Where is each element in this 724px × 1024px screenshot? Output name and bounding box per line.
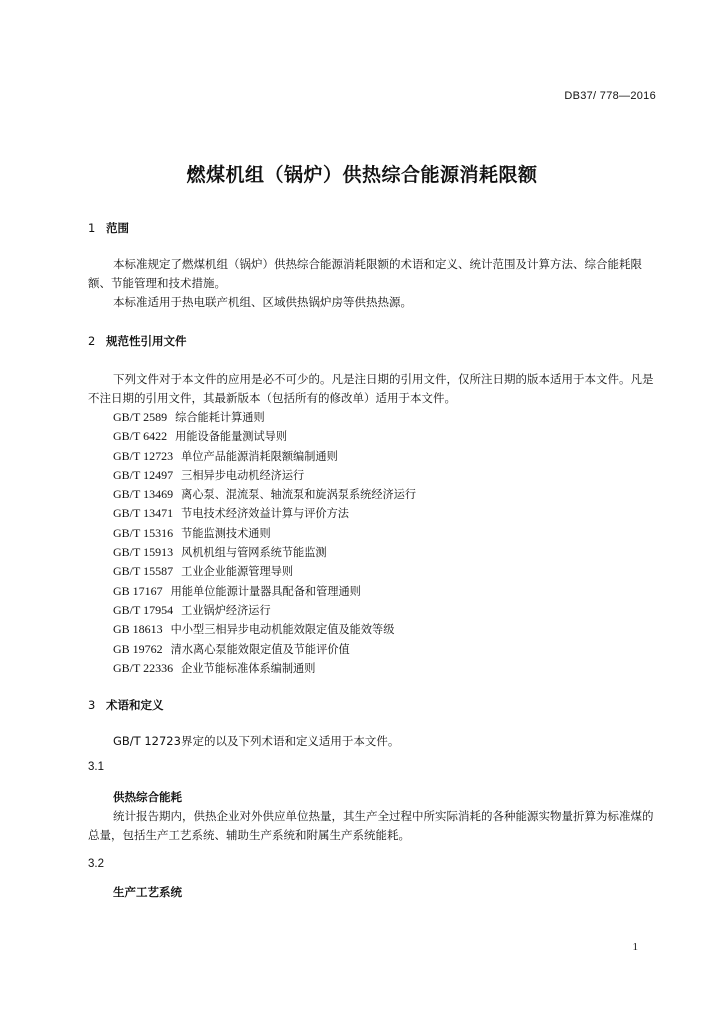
subsection-3-2-number: 3.2 <box>88 858 104 870</box>
reference-code: GB/T 15913 <box>113 545 174 560</box>
reference-item <box>113 409 416 428</box>
page-number: 1 <box>632 941 638 953</box>
reference-item <box>113 563 416 582</box>
section-1-heading <box>88 220 129 236</box>
reference-code: GB 18613 <box>113 622 163 637</box>
document-code: DB37/ 778—2016 <box>564 90 656 102</box>
section-3-intro: GB/T 12723界定的以及下列术语和定义适用于本文件。 <box>113 734 400 748</box>
section-title: 规范性引用文件 <box>106 334 187 348</box>
reference-code: GB/T 6422 <box>113 429 168 444</box>
reference-name: 离心泵、混流泵、轴流泵和旋涡泵系统经济运行 <box>181 488 417 502</box>
reference-code: GB/T 15316 <box>113 525 174 540</box>
reference-name: 综合能耗计算通则 <box>175 411 265 424</box>
reference-code: GB/T 12497 <box>113 467 174 482</box>
reference-code: GB 17167 <box>113 583 163 598</box>
reference-item <box>113 525 416 544</box>
reference-name: 中小型三相异步电动机能效限定值及能效等级 <box>170 623 395 637</box>
reference-name: 节电技术经济效益计算与评价方法 <box>181 507 349 521</box>
section-1-paragraph-1: 本标准规定了燃煤机组（锅炉）供热综合能源消耗限额的术语和定义、统计范围及计算方法、综合能耗限额、节能管理和技术措施。 <box>88 257 642 290</box>
reference-item <box>113 505 416 524</box>
reference-code: GB 19762 <box>113 641 163 656</box>
reference-name: 用能单位能源计量器具配备和管理通则 <box>170 584 361 598</box>
reference-name: 工业锅炉经济运行 <box>181 603 271 617</box>
term-3-1-definition: 统计报告期内，供热企业对外供应单位热量，其生产全过程中所实际消耗的各种能源实物量折算为标准煤的总量，包括生产工艺系统、辅助生产系统和附属生产系统能耗。 <box>88 809 654 842</box>
section-title: 术语和定义 <box>106 698 164 712</box>
section-number: 2 <box>88 334 96 348</box>
section-title: 范围 <box>106 221 129 235</box>
reference-name: 节能监测技术通则 <box>181 526 271 540</box>
reference-code: GB/T 13469 <box>113 487 174 502</box>
reference-item <box>113 448 416 467</box>
subsection-3-1-number: 3.1 <box>88 761 104 773</box>
reference-item <box>113 621 416 640</box>
reference-item <box>113 641 416 660</box>
reference-name: 风机机组与管网系统节能监测 <box>181 546 327 560</box>
reference-name: 单位产品能源消耗限额编制通则 <box>181 449 338 463</box>
reference-code: GB/T 13471 <box>113 506 174 521</box>
section-2-intro: 下列文件对于本文件的应用是必不可少的。凡是注日期的引用文件，仅所注日期的版本适用于本文件。凡是不注日期的引用文件，其最新版本（包括所有的修改单）适用于本文件。 <box>88 372 654 405</box>
section-1-paragraph-2: 本标准适用于热电联产机组、区域供热锅炉房等供热热源。 <box>113 295 412 309</box>
normative-references-list <box>113 409 416 679</box>
reference-item <box>113 660 416 679</box>
section-number: 3 <box>88 698 96 712</box>
reference-name: 清水离心泵能效限定值及节能评价值 <box>170 642 350 656</box>
term-3-1: 供热综合能耗 <box>113 790 182 804</box>
section-number: 1 <box>88 221 96 235</box>
reference-name: 用能设备能量测试导则 <box>175 430 288 444</box>
reference-name: 工业企业能源管理导则 <box>181 565 294 579</box>
reference-name: 三相异步电动机经济运行 <box>181 468 305 482</box>
reference-name: 企业节能标准体系编制通则 <box>181 661 316 675</box>
reference-item <box>113 602 416 621</box>
section-3-heading <box>88 697 164 713</box>
reference-code: GB/T 12723 <box>113 448 174 463</box>
reference-code: GB/T 17954 <box>113 602 174 617</box>
reference-item <box>113 544 416 563</box>
section-2-heading <box>88 333 187 349</box>
document-title: 燃煤机组（锅炉）供热综合能源消耗限额 <box>186 164 538 186</box>
reference-item <box>113 467 416 486</box>
reference-code: GB/T 15587 <box>113 564 174 579</box>
term-3-2: 生产工艺系统 <box>113 885 182 899</box>
reference-item <box>113 583 416 602</box>
reference-item <box>113 428 416 447</box>
reference-code: GB/T 2589 <box>113 410 168 424</box>
reference-item <box>113 486 416 505</box>
reference-code: GB/T 22336 <box>113 660 174 675</box>
